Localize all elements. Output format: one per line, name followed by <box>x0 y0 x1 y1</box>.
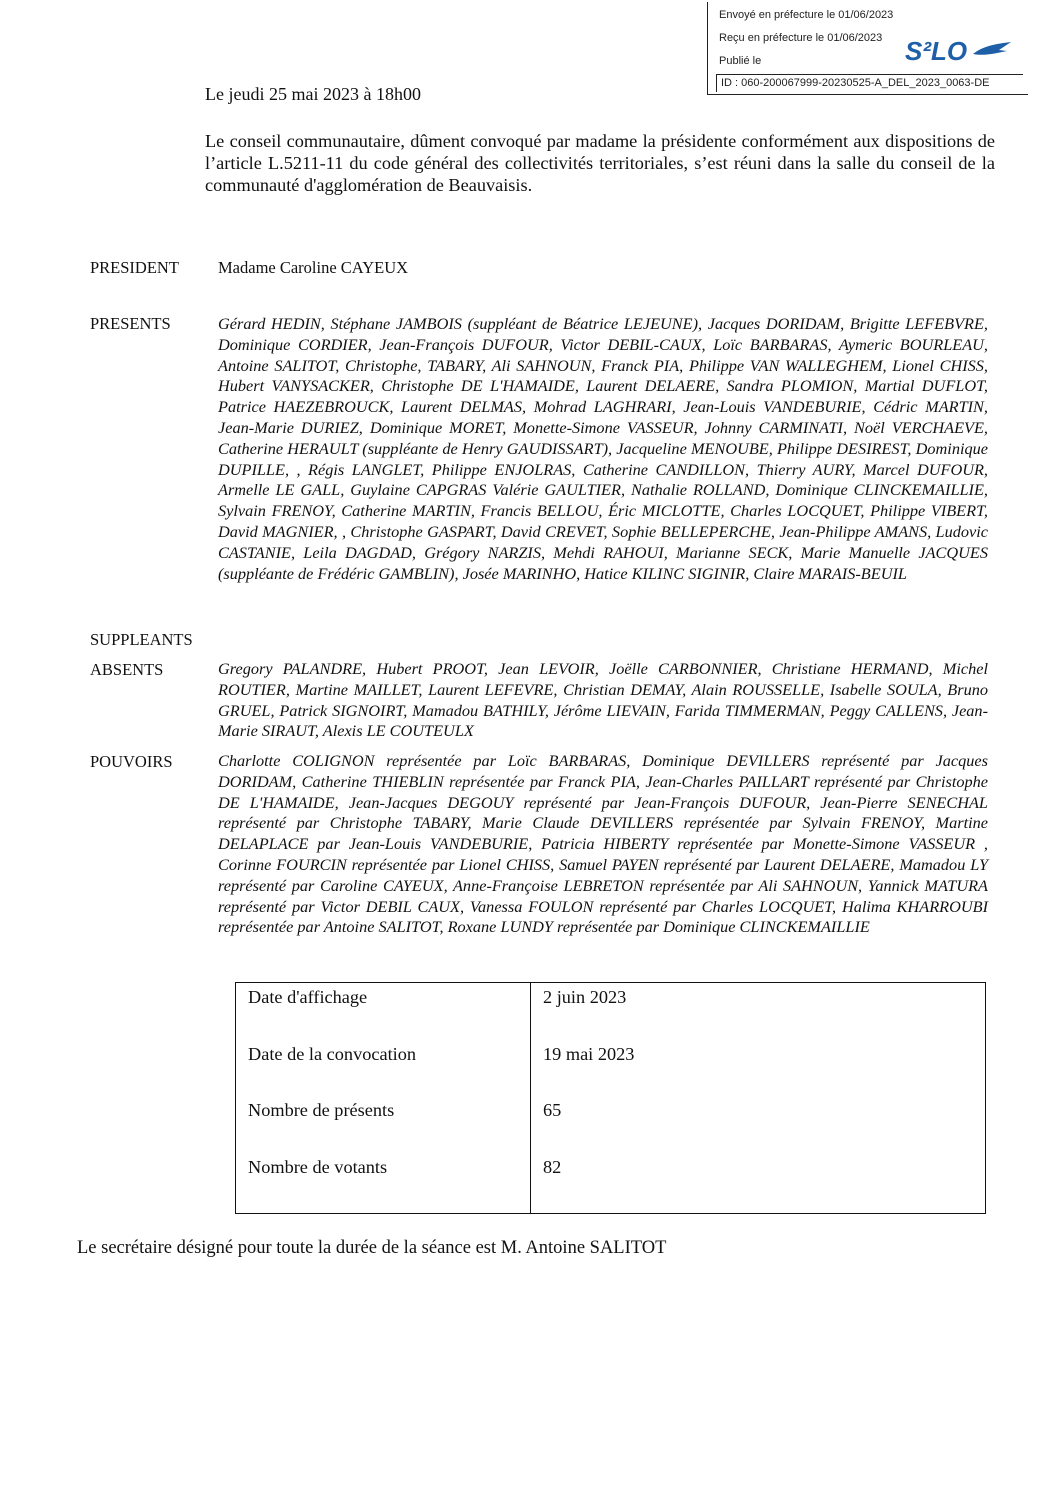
summary-labels-cell <box>236 983 531 1214</box>
president-name: Madame Caroline CAYEUX <box>218 258 409 277</box>
label-presents: PRESENTS <box>90 314 171 333</box>
intro-paragraph: Le conseil communautaire, dûment convoqué par madame la présidente conformément aux dispositions de l’article L.5211-11 du code général des collectivités territoriales, s’est réuni dans la salle du conseil de la communauté d'agglomération de Beauvaisis. <box>205 131 995 195</box>
summary-value-present-count: 65 <box>543 1100 562 1120</box>
stamp-id-row <box>716 74 1023 92</box>
meeting-date: Le jeudi 25 mai 2023 à 18h00 <box>205 84 421 104</box>
summary-label-convocation-date: Date de la convocation <box>248 1043 417 1064</box>
pouvoirs-list: Charlotte COLIGNON représentée par Loïc BARBARAS, Dominique DEVILLERS représenté par Jacques DORIDAM, Catherine THIEBLIN représentée par Franck PIA, Jean-Charles PAILLART représenté par Christophe DE L'HAMAIDE, Jean-Jacques DEGOUY représenté par Jean-François DUFOUR, Jean-Pierre SENECHAL représenté par Christophe TABARY, Marie Claude DEVILLERS représentée par Sylvain FRENOY, Martine DELAPLACE par Jean-Louis VANDEBURIE, Patricia HIBERTY représentée par Monette-Simone VASSEUR , Corinne FOURCIN représentée par Lionel CHISS, Samuel PAYEN représenté par Laurent DELAERE, Mamadou LY représenté par Caroline CAYEUX, Anne-Françoise LEBRETON représentée par Ali SAHNOUN, Yannick MATURA représenté par Victor DEBIL CAUX, Vanessa FOULON représenté par Charles LOCQUET, Halima KHARROUBI représentée par Antoine SALITOT, Roxane LUNDY représentée par Dominique CLINCKEMAILLIE <box>218 751 988 937</box>
label-suppleants: SUPPLEANTS <box>90 630 193 649</box>
absents-list: Gregory PALANDRE, Hubert PROOT, Jean LEVOIR, Joëlle CARBONNIER, Christiane HERMAND, Michel ROUTIER, Martine MAILLET, Laurent LEFEVRE, Christian DEMAY, Alain ROUSSELLE, Isabelle SOULA, Bruno GRUEL, Patrick SIGNOIRT, Mamadou BATHILY, Jérôme LIEVAIN, Farida TIMMERMAN, Peggy CALLENS, Jean-Marie SIRAUT, Alexis LE COUTEULX <box>218 659 988 741</box>
s2lo-logo-icon <box>903 34 1013 68</box>
label-absents: ABSENTS <box>90 660 164 679</box>
summary-label-posting-date: Date d'affichage <box>248 987 368 1007</box>
stamp-id: ID : 060-200067999-20230525-A_DEL_2023_0063-DE <box>721 77 990 89</box>
summary-label-present-count: Nombre de présents <box>248 1100 395 1120</box>
summary-table <box>235 982 986 1214</box>
prefecture-stamp <box>707 2 1028 95</box>
stamp-sent: Envoyé en préfecture le 01/06/2023 <box>719 9 894 21</box>
summary-table-row <box>236 983 986 1214</box>
summary-values-cell <box>531 983 986 1214</box>
stamp-received: Reçu en préfecture le 01/06/2023 <box>719 32 883 44</box>
summary-value-posting-date: 2 juin 2023 <box>543 987 627 1007</box>
secretary-statement: Le secrétaire désigné pour toute la durée de la séance est M. Antoine SALITOT <box>77 1238 667 1258</box>
label-president: PRESIDENT <box>90 258 179 277</box>
summary-value-voter-count: 82 <box>543 1156 562 1177</box>
summary-value-convocation-date: 19 mai 2023 <box>543 1043 635 1064</box>
stamp-published: Publié le <box>719 55 762 67</box>
label-pouvoirs: POUVOIRS <box>90 752 173 771</box>
presents-list: Gérard HEDIN, Stéphane JAMBOIS (suppléant de Béatrice LEJEUNE), Jacques DORIDAM, Brigitte LEFEBVRE, Dominique CORDIER, Jean-François DUFOUR, Victor DEBIL-CAUX, Loïc BARBARAS, Aymeric BOURLEAU, Antoine SALITOT, Christophe, TABARY, Ali SAHNOUN, Franck PIA, Philippe VAN WALLEGHEM, Lionel CHISS, Hubert VANYSACKER, Christophe DE L'HAMAIDE, Laurent DELAERE, Sandra PLOMION, Martial DUFLOT, Patrice HAEZEBROUCK, Laurent DELMAS, Mohrad LAGHRARI, Jean-Louis VANDEBURIE, Cédric MARTIN, Jean-Marie DURIEZ, Dominique MORET, Monette-Simone VASSEUR, Johnny CARMINATI, Noël VERCHAEVE, Catherine HERAULT (suppléante de Henry GAUDISSART), Jacqueline MENOUBE, Philippe DESIREST, Dominique DUPILLE, , Régis LANGLET, Philippe ENJOLRAS, Catherine CANDILLON, Thierry AURY, Marcel DUFOUR, Armelle LE GALL, Guylaine CAPGRAS Valérie GAULTIER, Nathalie ROLLAND, Dominique CLINCKEMAILLIE, Sylvain FRENOY, Catherine MARTIN, Francis BELLOU, Éric MICLOTTE, Charles LOCQUET, Philippe VIBERT, David MAGNIER, , Christophe GASPART, David CREVET, Sophie BELLEPERCHE, Jean-Philippe AMANS, Ludovic CASTANIE, Leila DAGDAD, Grégory NARZIS, Mehdi RAHOUI, Marianne SECK, Marie Manuelle JACQUES (suppléante de Frédéric GAMBLIN), Josée MARINHO, Hatice KILINC SIGINIR, Claire MARAIS-BEUIL <box>218 314 988 583</box>
summary-label-voter-count: Nombre de votants <box>248 1156 388 1177</box>
svg-text:S²LO: S²LO <box>905 36 968 66</box>
